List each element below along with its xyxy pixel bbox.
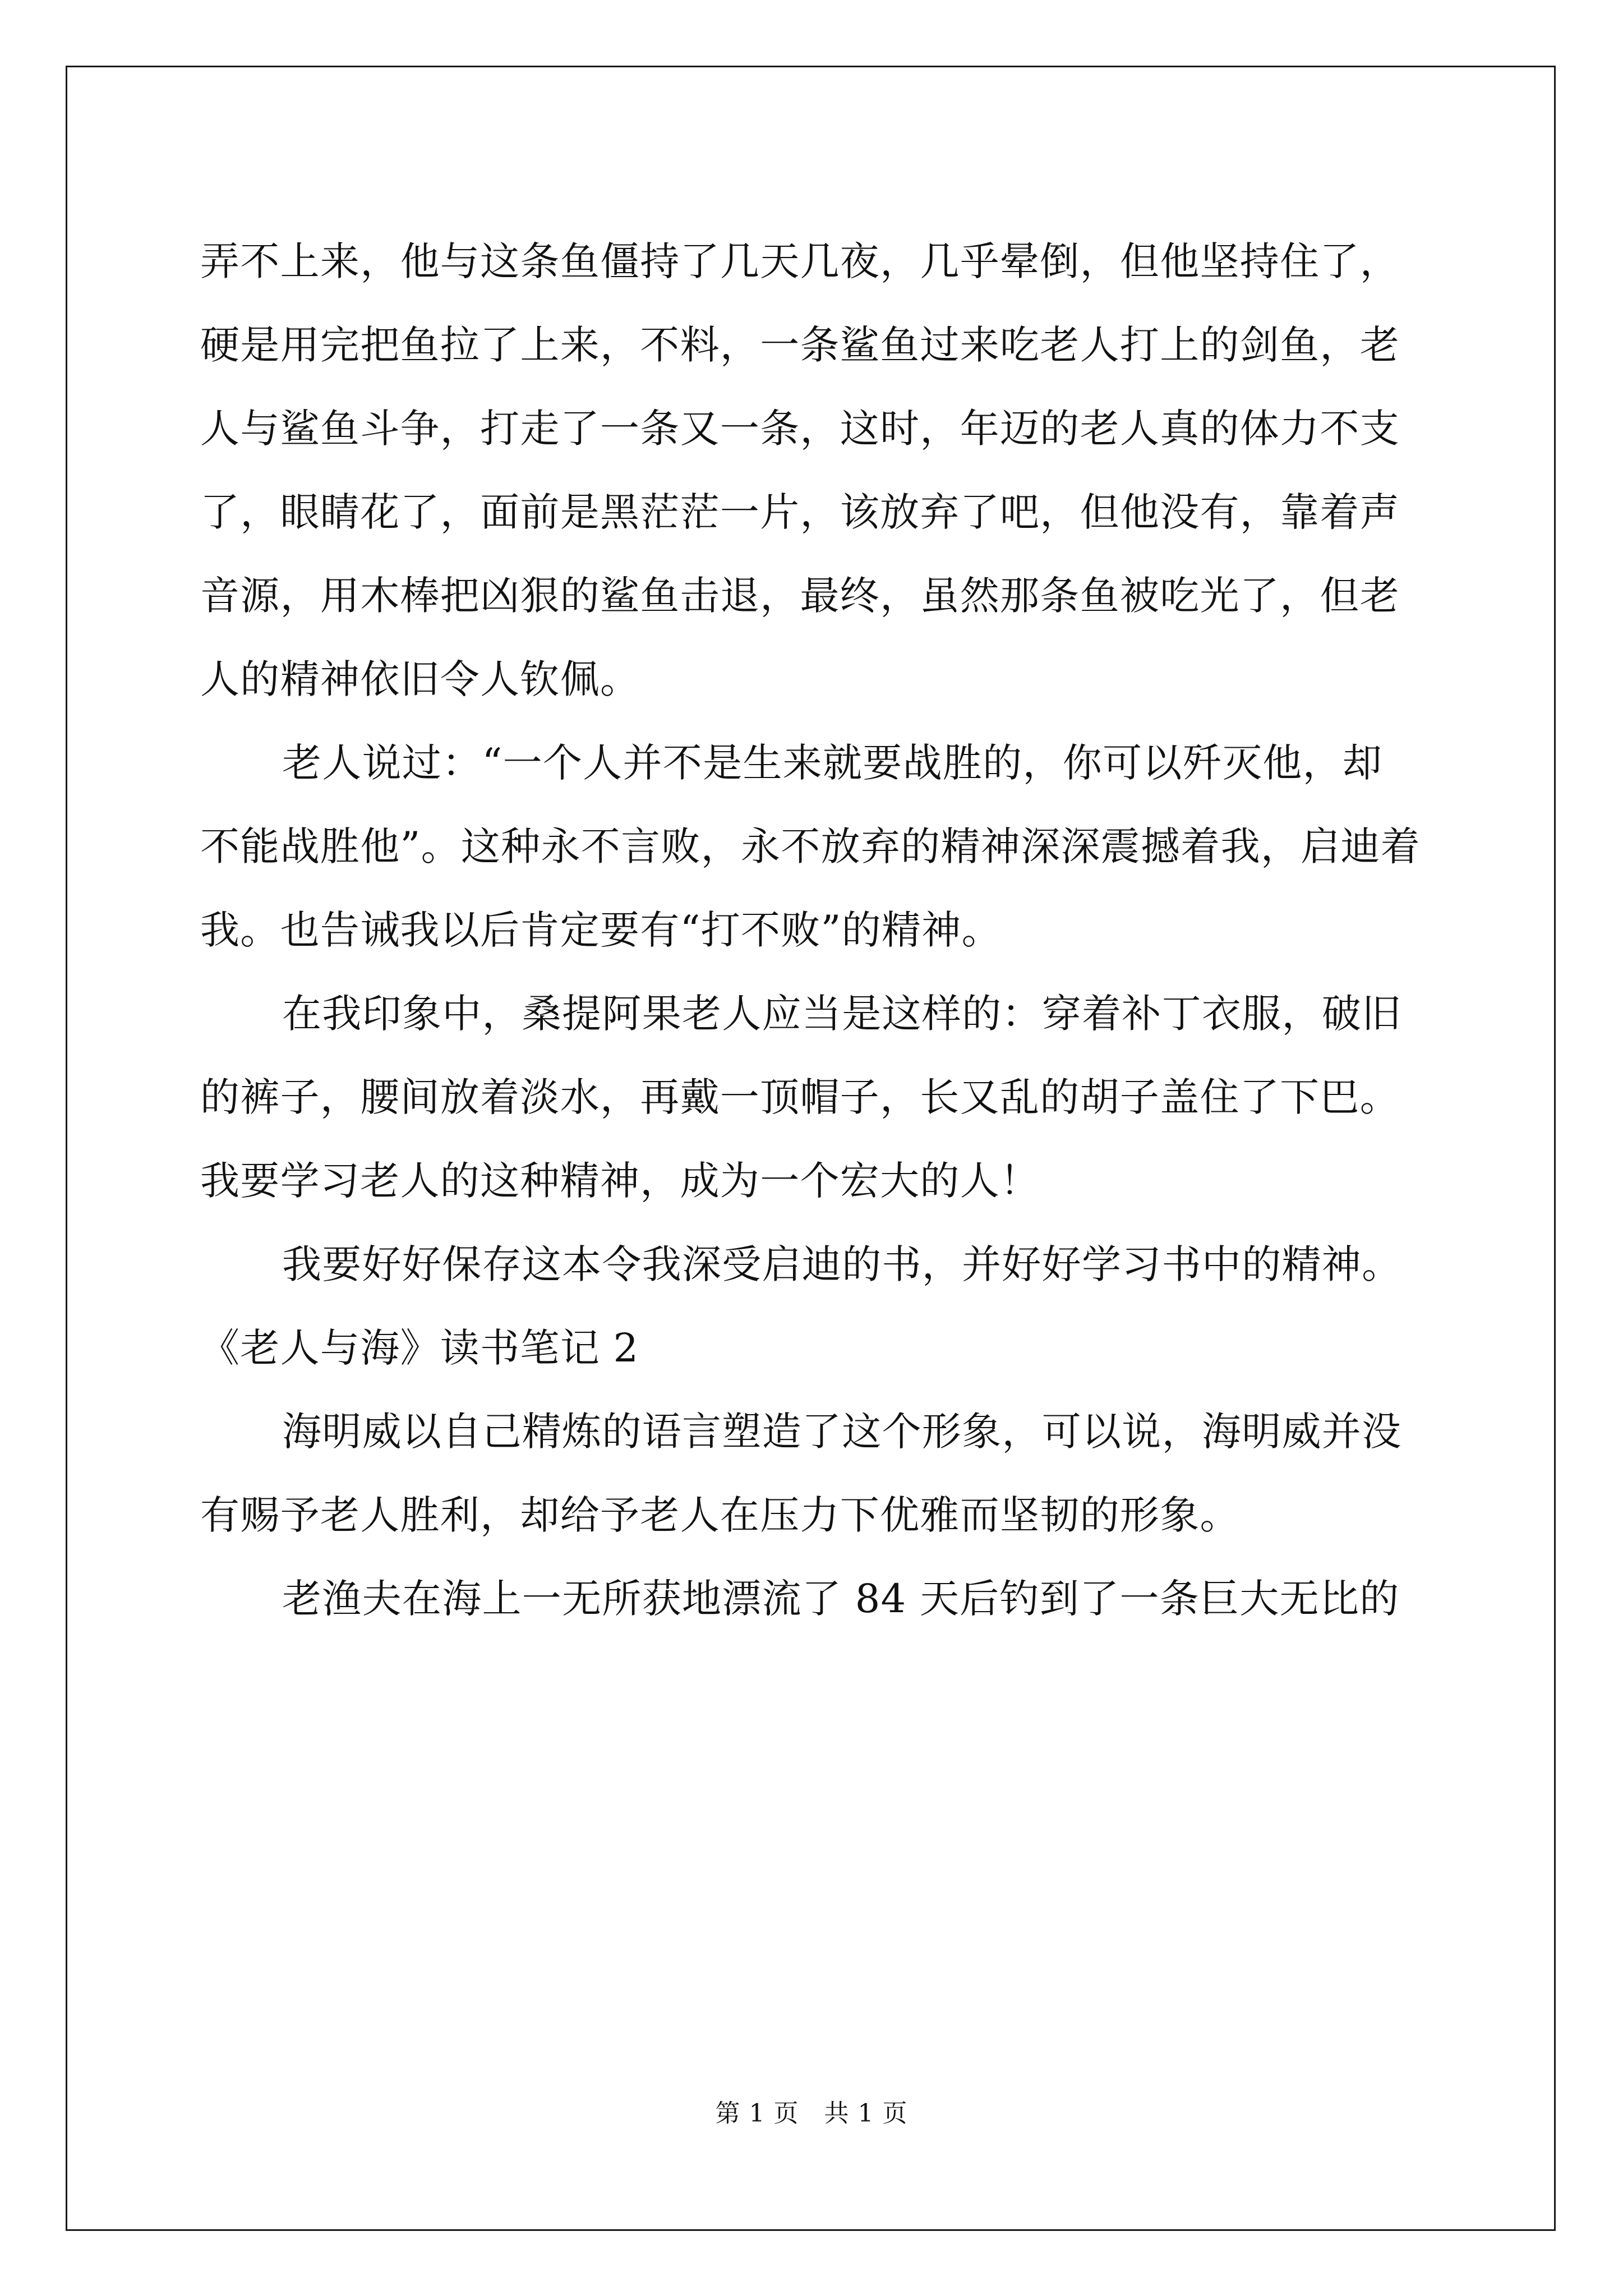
text-line: 有赐予老人胜利，却给予老人在压力下优雅而坚韧的形象。	[200, 1492, 1240, 1538]
text-line: 弄不上来，他与这条鱼僵持了几天几夜，几乎晕倒，但他坚持住了，	[200, 238, 1400, 284]
text-line: 不能战胜他”。这种永不言败，永不放弃的精神深深震撼着我，启迪着	[200, 823, 1421, 869]
text-line: 我要好好保存这本令我深受启迪的书，并好好学习书中的精神。	[282, 1241, 1402, 1287]
text-line: 硬是用完把鱼拉了上来，不料，一条鲨鱼过来吃老人打上的剑鱼，老	[200, 322, 1400, 368]
section-heading: 《老人与海》读书笔记 2	[200, 1325, 639, 1371]
text-line: 人与鲨鱼斗争，打走了一条又一条，这时，年迈的老人真的体力不支	[200, 406, 1400, 452]
text-line: 了，眼睛花了，面前是黑茫茫一片，该放弃了吧，但他没有，靠着声	[200, 489, 1400, 535]
page-footer: 第 1 页 共 1 页	[715, 2099, 908, 2128]
document-body	[200, 220, 1434, 1641]
text-line: 我。也告诫我以后肯定要有“打不败”的精神。	[200, 907, 1002, 953]
text-line: 老人说过：“一个人并不是生来就要战胜的，你可以歼灭他，却	[282, 740, 1383, 786]
text-line: 人的精神依旧令人钦佩。	[200, 656, 640, 702]
text-line: 老渔夫在海上一无所获地漂流了 84 天后钓到了一条巨大无比的	[282, 1576, 1400, 1622]
text-line: 音源，用木棒把凶狠的鲨鱼击退，最终，虽然那条鱼被吃光了，但老	[200, 573, 1400, 619]
text-line: 的裤子，腰间放着淡水，再戴一顶帽子，长又乱的胡子盖住了下巴。	[200, 1074, 1400, 1120]
text-line: 在我印象中，桑提阿果老人应当是这样的：穿着补丁衣服，破旧	[282, 991, 1402, 1037]
text-line: 海明威以自己精炼的语言塑造了这个形象，可以说，海明威并没	[282, 1409, 1402, 1455]
text-line: 我要学习老人的这种精神，成为一个宏大的人！	[200, 1158, 1040, 1204]
